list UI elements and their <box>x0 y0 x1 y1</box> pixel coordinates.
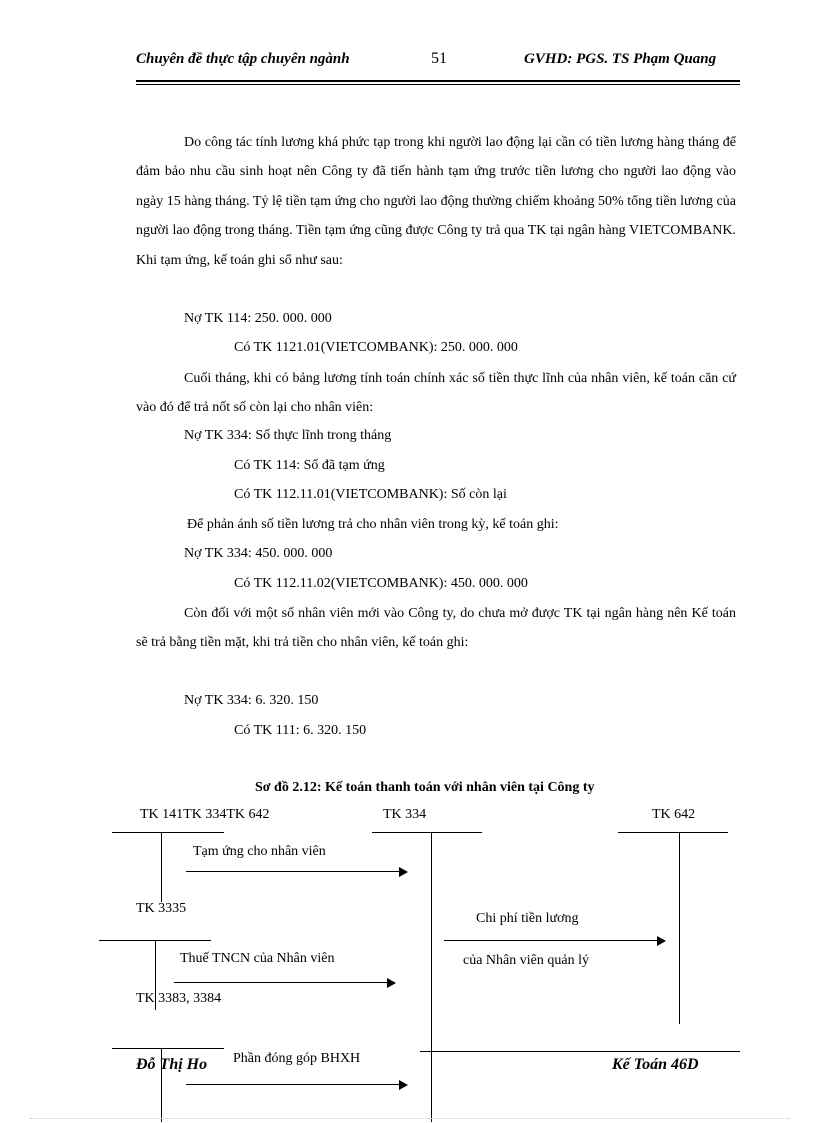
entry2-credit-1: Có TK 114: Số đã tạm ứng <box>234 458 385 473</box>
paragraph-record: Để phản ánh số tiền lương trả cho nhân viên trong kỳ, kế toán ghi: <box>187 517 559 532</box>
tk-334-label: TK 334 <box>383 807 427 822</box>
t-account-334-stem <box>431 832 432 1122</box>
entry2-credit-2: Có TK 112.11.01(VIETCOMBANK): Số còn lại <box>234 487 507 502</box>
tk-top-left-label: TK 141TK 334TK 642 <box>140 807 270 822</box>
tk-3383-label: TK 3383, 3384 <box>136 991 222 1006</box>
page-bottom-border <box>30 1118 790 1119</box>
entry1-credit: Có TK 1121.01(VIETCOMBANK): 250. 000. 000 <box>234 340 518 355</box>
arrow2-label-1: Chi phí tiền lương <box>476 911 579 926</box>
arrow1 <box>186 867 408 877</box>
entry4-credit: Có TK 111: 6. 320. 150 <box>234 723 367 738</box>
t-account-334-top <box>372 832 482 833</box>
arrow4-label: Phần đóng góp BHXH <box>233 1051 361 1066</box>
header-right: GVHD: PGS. TS Phạm Quang <box>524 51 717 67</box>
footer-rule <box>420 1051 740 1052</box>
entry2-debit: Nợ TK 334: Số thực lĩnh trong tháng <box>184 428 392 443</box>
header-rule-thin <box>136 84 740 85</box>
entry1-debit: Nợ TK 114: 250. 000. 000 <box>184 311 332 326</box>
t-account-3383-top <box>112 1048 224 1049</box>
header-left: Chuyên đề thực tập chuyên ngành <box>136 51 350 67</box>
tk-642-label: TK 642 <box>652 807 696 822</box>
entry4-debit: Nợ TK 334: 6. 320. 150 <box>184 693 319 708</box>
footer-left: Đỗ Thị Ho <box>136 1056 208 1073</box>
tk-3335-label: TK 3335 <box>136 901 187 916</box>
t-account-141-stem <box>161 832 162 902</box>
arrow2-label-2: của Nhân viên quản lý <box>463 953 589 968</box>
arrow4 <box>186 1080 408 1090</box>
page-number: 51 <box>431 50 447 67</box>
arrow1-label: Tạm ứng cho nhân viên <box>193 844 326 859</box>
paragraph-advance-salary: Do công tác tính lương khá phức tạp trong khi người lao động lại cần có tiền lương hàng tháng để đảm bảo nhu cầu sinh hoạt nên Công ty đã tiến hành tạm ứng trước tiền lương cho người lao động vào ngày 15 hàng tháng. Tỷ lệ tiền tạm ứng cho người lao động thường chiếm khoảng 50% tổng tiền lương của người lao động trong tháng. Tiền tạm ứng cũng được Công ty trả qua TK tại ngân hàng VIETCOMBANK. Khi tạm ứng, kế toán ghi sổ như sau: <box>136 135 736 268</box>
arrow2 <box>444 936 666 946</box>
header-rule-thick <box>136 80 740 82</box>
entry3-debit: Nợ TK 334: 450. 000. 000 <box>184 546 333 561</box>
t-account-642-top <box>618 832 728 833</box>
t-account-141-top <box>112 832 224 833</box>
t-account-642-stem <box>679 832 680 1024</box>
footer-right: Kế Toán 46D <box>612 1056 699 1073</box>
arrow3 <box>174 978 396 988</box>
paragraph-cash-payment: Còn đối với một số nhân viên mới vào Công ty, do chưa mở được TK tại ngân hàng nên Kế toán sẽ trả bằng tiền mặt, khi trả tiền cho nhân viên, kế toán ghi: <box>136 606 736 651</box>
arrow3-label: Thuế TNCN của Nhân viên <box>180 951 335 966</box>
entry3-credit: Có TK 112.11.02(VIETCOMBANK): 450. 000. 000 <box>234 576 528 591</box>
diagram-title: Sơ đồ 2.12: Kế toán thanh toán với nhân viên tại Công ty <box>255 780 595 795</box>
paragraph-month-end: Cuối tháng, khi có bảng lương tính toán chính xác số tiền thực lĩnh của nhân viên, kế toán căn cứ vào đó để trả nốt số còn lại cho nhân viên: <box>136 371 736 416</box>
